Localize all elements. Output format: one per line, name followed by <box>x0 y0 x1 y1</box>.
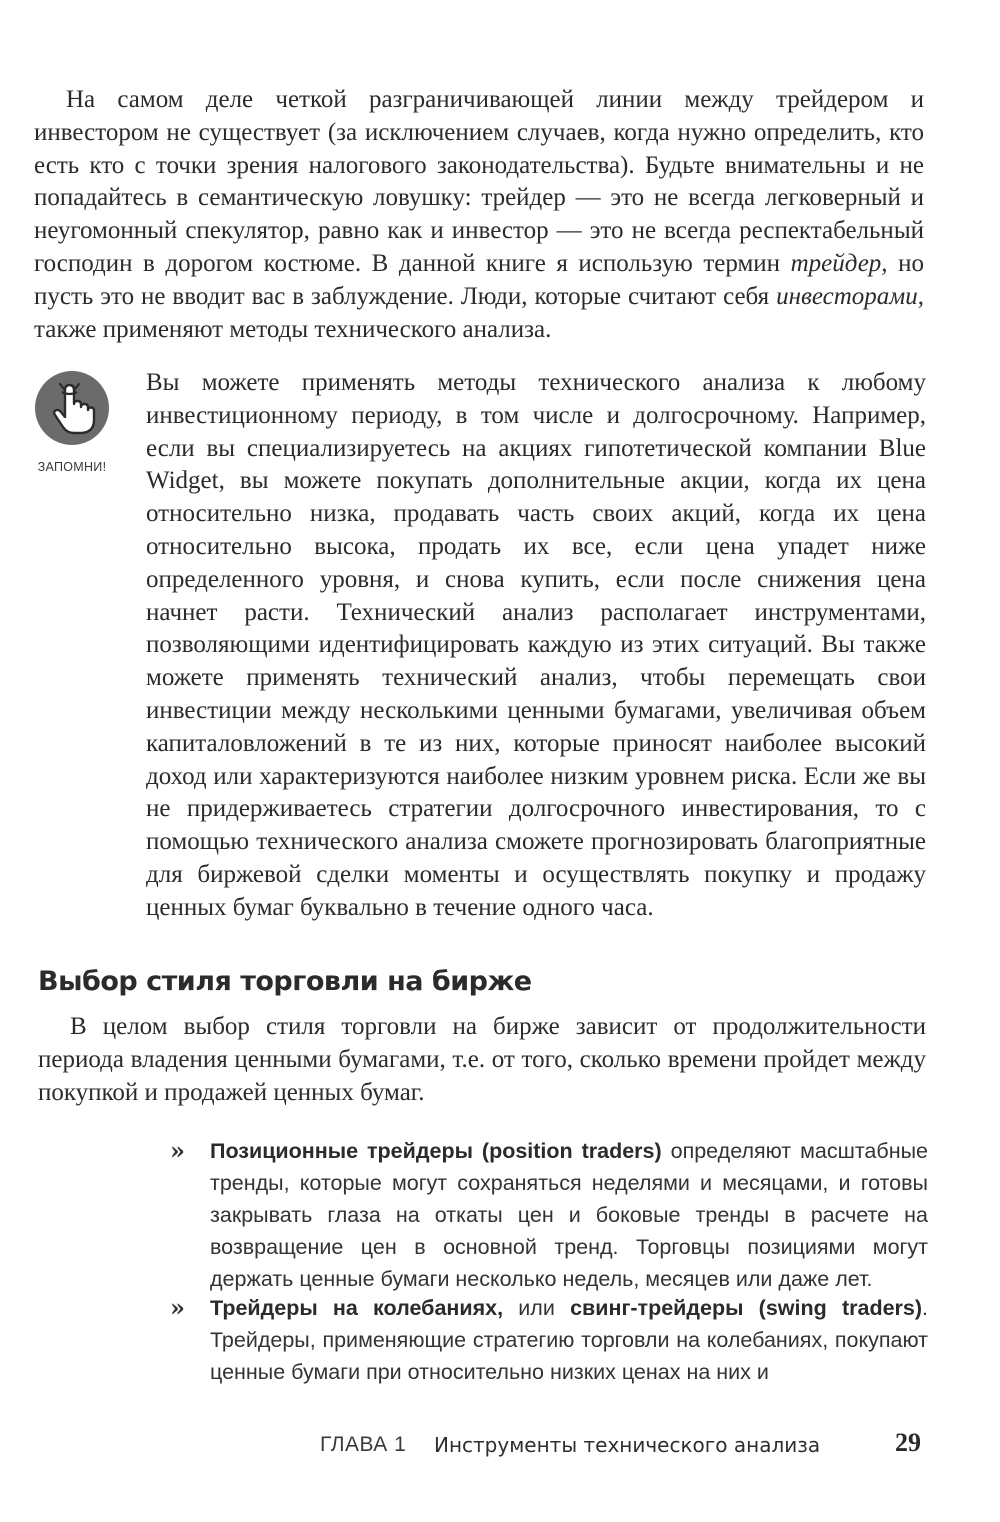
section-heading: Выбор стиля торговли на бирже <box>38 966 532 997</box>
footer-chapter-title: Инструменты технического анализа <box>434 1433 821 1457</box>
pointing-finger-icon <box>34 370 110 446</box>
bullet-term: Трейдеры на колебаниях, <box>210 1296 504 1320</box>
intro-text-1: На самом деле четкой разграничивающей линии между трейдером и инвестором не существует (за исключением случаев, когда нужно определить, кто есть кто с точки зрения налогового законодательства). Будьте внимательны и не попадайтесь в семантическую ловушку: трейдер — это не всегда легковерный и неугомонный спекулятор, равно как и инвестор — это не всегда респектабельный господин в дорогом костюме. В данной книге я использую термин <box>34 86 924 277</box>
bullet-item-swing-traders <box>210 1292 928 1388</box>
intro-paragraph <box>34 84 924 346</box>
bullet-marker: » <box>170 1293 185 1322</box>
term-trader: трейдер, <box>790 249 888 277</box>
bullet-text: . Трейдеры, применяющие стратегию торговли на колебаниях, покупают ценные бумаги при относительно низких ценах на них и <box>210 1296 929 1384</box>
intro-text-2: но пусть это не вводит вас в заблуждение. Люди, которые считают себя <box>34 249 924 310</box>
bullet-marker: » <box>170 1136 185 1165</box>
term-investors: инвесторами <box>776 282 918 310</box>
remember-label: ЗАПОМНИ! <box>37 460 107 474</box>
bullet-term: Позиционные трейдеры (position traders) <box>210 1139 662 1163</box>
page-number: 29 <box>895 1428 921 1457</box>
bullet-term: свинг-трейдеры (swing traders) <box>570 1296 923 1320</box>
bullet-connector: или <box>503 1296 571 1320</box>
section-intro-paragraph: В целом выбор стиля торговли на бирже зависит от продолжительности периода владения ценными бумагами, т.е. от того, сколько времени пройдет между покупкой и продажей ценных бумаг. <box>38 1013 926 1106</box>
remember-paragraph: Вы можете применять методы технического анализа к любому инвестиционному периоду, в том числе и долгосрочному. Например, если вы специализируетесь на акциях гипотетической компании Blue Widget, вы можете покупать дополнительные акции, когда их цена относительно низка, продавать часть своих акций, когда их цена относительно высока, продать их все, если цена упадет ниже определенного уровня, и снова купить, если после снижения цена начнет расти. Технический анализ располагает инструментами, позволяющими идентифицировать каждую из этих ситуаций. Вы также можете применять технический анализ, чтобы перемещать свои инвестиции между несколькими ценными бумагами, увеличивая объем капиталовложений в те из них, которые приносят наиболее высокий доход или характеризуются наиболее низким уровнем риска. Если же вы не придерживаетесь стратегии долгосрочного инвестирования, то с помощью технического анализа сможете прогнозировать благоприятные для биржевой сделки моменты и осуществлять покупку и продажу ценных бумаг буквально в течение одного часа. <box>146 369 926 921</box>
intro-text-3: , также применяют методы технического анализа. <box>34 282 924 343</box>
footer-chapter: ГЛАВА 1 <box>320 1433 407 1456</box>
bullet-item-position-traders <box>210 1135 928 1295</box>
bullet-text: определяют масштабные тренды, которые могут сохраняться неделями и месяцами, и готовы закрывать глаза на откаты цен и боковые тренды в расчете на возвращение цен в основной тренд. Торговцы позициями могут держать ценные бумаги несколько недель, месяцев или даже лет. <box>210 1139 928 1291</box>
